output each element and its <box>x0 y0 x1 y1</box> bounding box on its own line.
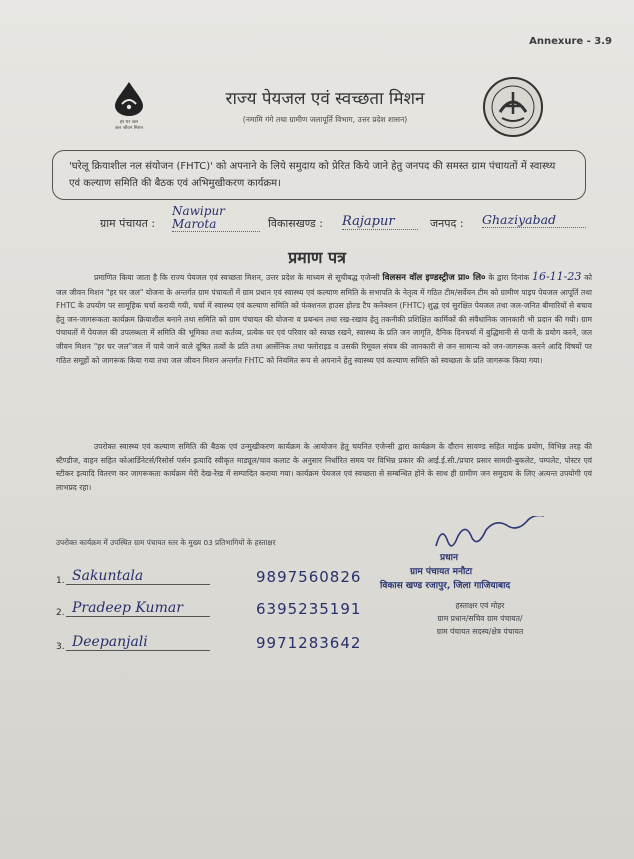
logo-caption-2: जल जीवन मिशन <box>114 126 144 131</box>
signatory-phone: 9897560826 <box>256 568 362 586</box>
signatory-row <box>56 600 386 622</box>
page-title: राज्य पेयजल एवं स्वच्छता मिशन <box>225 89 425 109</box>
footer-right-line-3: ग्राम पंचायत सदस्य/क्षेत्र पंचायत <box>436 627 524 636</box>
para1-text-2: के द्वारा दिनांक <box>488 273 530 282</box>
stamp-line-3: विकास खण्ड रजापुर, जिला गाजियाबाद <box>380 581 511 591</box>
signatory-name: Pradeep Kumar <box>66 600 210 617</box>
jal-jeevan-mission-logo <box>100 80 158 132</box>
page-subtitle: (नमामि गंगे तथा ग्रामीण जलापूर्ति विभाग, उत्तर प्रदेश शासन) <box>242 115 408 124</box>
pradhan-signature-icon <box>432 516 552 552</box>
signatories-caption: उपरोक्त कार्यक्रम में उपस्थित ग्राम पंचायत स्तर के मुख्य 03 प्रतिभागियों के हस्ताक्षर <box>56 538 276 547</box>
footer-right-line-1: हस्ताक्षर एवं मोहर <box>455 601 505 610</box>
stamp-line-1: प्रधान <box>440 553 458 563</box>
water-drop-logo-icon <box>109 80 149 116</box>
programme-date: 16-11-23 <box>531 270 582 283</box>
signatory-number: 1. <box>56 576 65 586</box>
programme-banner: 'घरेलू क्रियाशील नल संयोजन (FHTC)' को अपनाने के लिये समुदाय को प्रेरित किये जाने हेतु जनपद की समस्त ग्राम पंचायतों में स्वास्थ्य एवं कल्याण समिति की बैठक एवं अभिमुखीकरण कार्यक्रम। <box>52 150 586 200</box>
certificate-paragraph-2: उपरोक्त स्वास्थ्य एवं कल्याण समिति की बैठक एवं उन्मुखीकरण कार्यक्रम के आयोजन हेतु चयनित एजेन्सी द्वारा कार्यक्रम के दौरान सावण्ड सहित माईक प्रयोग, विभिन्न तरह की स्टैण्डीज, वाहन सहित कोआर्डिनेटर्स/रिसोर्स पर्सन इत्यादि स्वीकृत माड्यूल/चाव कलाट के अनुसार निर्धारित समय पर विभिन्न प्रकार की आई.ई.सी./प्रचार प्रसार सामग्री-बुकलेट, पम्पलेट, पोस्टर एवं स्टीकर इत्यादि वितरण कर जागरूकता कार्यक्रम मेरी देख-रेख में सम्पादित कराया गया। कार्यक्रम पेयजल एवं स्वच्छता से सम्बन्धित होने के साथ ही ग्रामीण जन समुदाय के लिए अत्यन्त उपयोगी एवं लाभप्रद रहा। <box>56 442 592 492</box>
vikas-khand-label: विकासखण्ड : <box>268 217 324 230</box>
gram-panchayat-label: ग्राम पंचायत : <box>100 217 156 230</box>
vikas-khand-value: Rajapur <box>342 214 418 230</box>
gram-panchayat-value: Nawipur Marota <box>172 205 260 232</box>
janpad-value: Ghaziyabad <box>482 212 586 228</box>
signatory-name: Deepanjali <box>66 634 210 651</box>
signatory-number: 2. <box>56 608 65 618</box>
certificate-paragraph-1 <box>56 270 592 367</box>
certificate-heading: प्रमाण पत्र <box>288 248 346 267</box>
para1-text-3: को जल जीवन मिशन "हर घर जल" योजना के अन्तर्गत ग्राम पंचायतों में ग्राम प्रधान एवं स्वास्थ्य एवं कल्याण समिति के सभापति के नेतृत्व में गठित टीम/सर्वेयन टीम को ग्रामीण पाइप पेयजल आपूर्ति तथा FHTC के उपयोग पर सामूहिक चर्चा करायी गयी, चर्चा में स्वास्थ्य एवं कल्याण समिति को फंक्शनल हाउस होल्ड टैप कनेक्शन (FHTC) शुद्ध एवं सुरक्षित पेयजल तथा जल-जनित बीमारियों से बचाव हेतु जन-जागरूकता कार्यक्रम क्रियाशील बनाने तथा समिति को ग्राम पंचायत की योजना व प्रबन्धन तथा रख-रखाव हेतु तकनीकी प्रशिक्षित कार्मिकों की संवैधानिक जानकारी भी प्रदान की गयी। ग्राम पंचायतों में पेयजल की उपलब्धता में समिति की भूमिका तथा कर्तव्य, प्रत्येक घर एवं परिवार को स्वच्छ रखने, स्वास्थ्य के प्रति जन जागृति, दैनिक दिनचर्या में बुद्धिमानी से पानी के प्रयोग करने, जल जीवन मिशन "हर घर जल"जल में पाये जाने वाले दूषित तत्वों के प्रति तथा आर्सेनिक तथा फ्लोराइड व उसकी रिमूवल संयत्र की जानकारी से जन सामान्य को जन-जागरूक करने आदि विषयों पर गठित समूहों को जागरूक किया गया तथा जल जीवन मिशन अन्तर्गत FHTC को नियमित रूप से अपनाने हेतु स्वास्थ्य एवं कल्याण समिति को स्वच्छता के प्रति जागरूक किया गया। <box>56 273 592 365</box>
signatory-row <box>56 634 386 656</box>
logo-caption-1: हर घर जल <box>120 120 138 125</box>
signatory-phone: 6395235191 <box>256 600 362 618</box>
signatory-phone: 9971283642 <box>256 634 362 652</box>
signatory-number: 3. <box>56 642 65 652</box>
stamp-line-2: ग्राम पंचायत मनौटा <box>410 567 473 577</box>
para1-text-1: प्रमाणित किया जाता है कि राज्य पेयजल एवं स्वच्छता मिशन, उत्तर प्रदेश के माध्यम से सूचीबद्ध एजेन्सी <box>94 273 380 282</box>
janpad-label: जनपद : <box>430 217 464 230</box>
footer-right-line-2: ग्राम प्रधान/सचिव ग्राम पंचायत/ <box>437 614 523 623</box>
agency-name: विलसन वॉल इण्डस्ट्रीज प्रा० लि० <box>382 273 486 283</box>
signatory-row <box>56 568 386 590</box>
up-government-seal-icon <box>482 76 544 138</box>
signatory-name: Sakuntala <box>66 568 210 585</box>
annexure-label: Annexure - 3.9 <box>529 36 612 47</box>
